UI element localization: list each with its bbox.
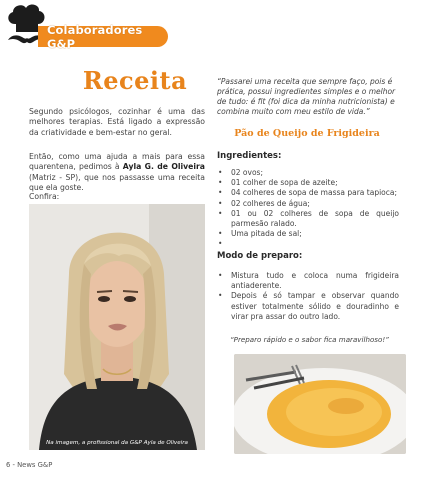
ingredients-list: [217, 168, 399, 239]
list-item: • 02 ovos;: [217, 168, 399, 178]
list-item: • 01 colher de sopa de azeite;: [217, 178, 399, 188]
list-item: • 02 colheres de água;: [217, 199, 399, 209]
recipe-title: Pão de Queijo de Frigideira: [234, 128, 380, 139]
page-footer: 6 - News G&P: [6, 461, 53, 469]
list-item: • 01 ou 02 colheres de sopa de queijo parmesão ralado.: [217, 209, 399, 229]
list-item: • 04 colheres de sopa de massa para tapioca;: [217, 188, 399, 198]
list-item: • Mistura tudo e coloca numa frigideira antiaderente.: [217, 271, 399, 291]
list-item: • Uma pitada de sal;: [217, 229, 399, 239]
author-name: Ayla G. de Oliveira: [122, 162, 205, 172]
method-list: [217, 271, 399, 322]
author-photo: [29, 204, 205, 450]
section-header-bar: [38, 22, 168, 51]
method-heading: Modo de preparo:: [217, 251, 303, 261]
intro-paragraph: Segundo psicólogos, cozinhar é uma das melhores terapias. Está ligado a expressão da criatividade e bem-estar no geral.: [29, 107, 205, 137]
request-paragraph: Então, como uma ajuda a mais para essa quarentena, pedimos à Ayla G. de Oliveira (Matriz - SP), que nos passasse uma receita que ela goste.: [29, 152, 205, 193]
food-photo: [234, 354, 406, 454]
author-quote: “Passarei uma receita que sempre faço, pois é prática, possui ingredientes simples e o melhor de tudo: é fit (foi dica da minha nutricionista) e combina muito com meu estilo de vida.”: [217, 77, 396, 116]
closing-quote: “Preparo rápido e o sabor fica maravilhoso!”: [230, 335, 389, 344]
list-item: • Depois é só tampar e observar quando estiver totalmente sólido e douradinho e virar pra assar do outro lado.: [217, 291, 399, 322]
photo-caption: Na imagem, a profissional da G&P Ayla de Oliveira: [46, 440, 188, 446]
ingredients-heading: Ingredientes:: [217, 151, 282, 161]
article-title: Receita: [82, 66, 188, 95]
omelet-illustration: [234, 354, 406, 454]
section-label: Colaboradores G&P: [47, 22, 143, 51]
portrait-illustration: [29, 204, 205, 450]
confira-text: Confira:: [29, 192, 60, 201]
